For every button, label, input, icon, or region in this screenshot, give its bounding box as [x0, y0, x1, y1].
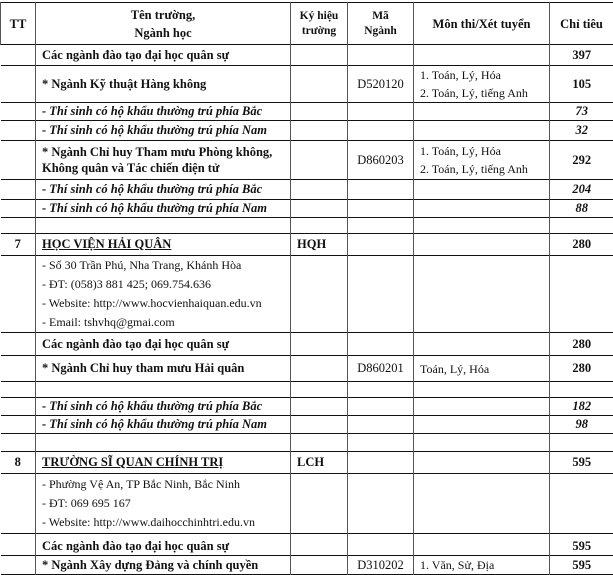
quota-value: 73	[550, 103, 613, 121]
major-code: D310202	[348, 556, 414, 575]
table-row	[1, 180, 613, 200]
school-info-row	[1, 256, 613, 333]
major-code: D860201	[348, 356, 414, 382]
quota-value: 292	[550, 141, 613, 180]
north-residents-label: - Thí sinh có hộ khẩu thường trú phía Bắc	[36, 180, 291, 200]
school-phone: - ĐT: 069 695 167	[42, 494, 284, 513]
header-exam-subjects: Môn thi/Xét tuyển	[414, 3, 550, 45]
table-header-row	[1, 3, 613, 45]
header-major-code: Mã Ngành	[348, 3, 414, 45]
exam-subjects: 1. Toán, Lý, Hóa 2. Toán, Lý, tiếng Anh	[414, 66, 550, 103]
quota-value: 98	[550, 416, 613, 434]
quota-value: 32	[550, 121, 613, 141]
header-tt: TT	[1, 3, 36, 45]
table-row	[1, 141, 613, 180]
table-row	[1, 333, 613, 356]
quota-value: 88	[550, 200, 613, 218]
website-link[interactable]: /www.hocvienhaiquan.edu.vn	[119, 296, 262, 310]
quota-value: 204	[550, 180, 613, 200]
major-name: * Ngành Xây dựng Đảng và chính quyền	[36, 556, 291, 575]
exam-subjects: 1. Toán, Lý, Hóa 2. Toán, Lý, tiếng Anh	[414, 141, 550, 180]
school-name: TRƯỜNG SĨ QUAN CHÍNH TRỊ	[36, 452, 291, 474]
quota-value: 595	[550, 534, 613, 556]
north-residents-label: - Thí sinh có hộ khẩu thường trú phía Bắc	[36, 398, 291, 416]
quota-value: 105	[550, 66, 613, 103]
header-school-symbol: Ký hiệu trường	[291, 3, 348, 45]
quota-value: 397	[550, 45, 613, 66]
quota-value: 595	[550, 452, 613, 474]
school-index: 7	[1, 234, 36, 256]
table-row	[1, 556, 613, 575]
school-index: 8	[1, 452, 36, 474]
major-name: * Ngành Kỹ thuật Hàng không	[36, 66, 291, 103]
school-info-row	[1, 474, 613, 534]
south-residents-label: - Thí sinh có hộ khẩu thường trú phía Nam	[36, 416, 291, 434]
table-row	[1, 121, 613, 141]
exam-subjects: Toán, Lý, Hóa	[414, 356, 550, 382]
group-label: Các ngành đào tạo đại học quân sự	[36, 45, 291, 66]
empty-row	[1, 434, 613, 452]
header-quota: Chỉ tiêu	[550, 3, 613, 45]
empty-row	[1, 382, 613, 398]
north-residents-label: - Thí sinh có hộ khẩu thường trú phía Bắc	[36, 103, 291, 121]
table-row	[1, 66, 613, 103]
major-name: * Ngành Chỉ huy Tham mưu Phòng không, Không quân và Tác chiến điện tử	[36, 141, 291, 180]
quota-value: 280	[550, 234, 613, 256]
table-row	[1, 200, 613, 218]
school-website: - Website: http://www.daihocchinhtri.edu.vn	[42, 513, 284, 532]
major-code: D860203	[348, 141, 414, 180]
major-name: * Ngành Chỉ huy tham mưu Hải quân	[36, 356, 291, 382]
school-symbol: LCH	[291, 452, 348, 474]
school-contact-info	[36, 474, 291, 534]
table-row	[1, 356, 613, 382]
admission-quota-table	[0, 2, 613, 575]
table-row	[1, 398, 613, 416]
school-symbol: HQH	[291, 234, 348, 256]
table-row	[1, 534, 613, 556]
school-email: - Email: tshvhq@gmai.com	[42, 313, 284, 332]
school-name: HỌC VIỆN HẢI QUÂN	[36, 234, 291, 256]
group-label: Các ngành đào tạo đại học quân sự	[36, 333, 291, 356]
exam-subjects: 1. Văn, Sử, Địa	[414, 556, 550, 575]
table-row	[1, 45, 613, 66]
table-row	[1, 103, 613, 121]
major-code: D520120	[348, 66, 414, 103]
school-row	[1, 452, 613, 474]
south-residents-label: - Thí sinh có hộ khẩu thường trú phía Nam	[36, 200, 291, 218]
quota-value: 280	[550, 356, 613, 382]
school-contact-info	[36, 256, 291, 333]
school-row	[1, 234, 613, 256]
school-address: - Số 30 Trần Phú, Nha Trang, Khánh Hòa	[42, 256, 284, 275]
group-label: Các ngành đào tạo đại học quân sự	[36, 534, 291, 556]
quota-value: 595	[550, 556, 613, 575]
south-residents-label: - Thí sinh có hộ khẩu thường trú phía Nam	[36, 121, 291, 141]
table-row	[1, 416, 613, 434]
school-website: - Website: http://www.hocvienhaiquan.edu.vn	[42, 294, 284, 313]
school-phone: - ĐT: (058)3 881 425; 069.754.636	[42, 275, 284, 294]
empty-row	[1, 218, 613, 234]
quota-value: 280	[550, 333, 613, 356]
school-address: - Phường Vệ An, TP Bắc Ninh, Bắc Ninh	[42, 475, 284, 494]
header-school-major: Tên trường, Ngành học	[36, 3, 291, 45]
quota-value: 182	[550, 398, 613, 416]
